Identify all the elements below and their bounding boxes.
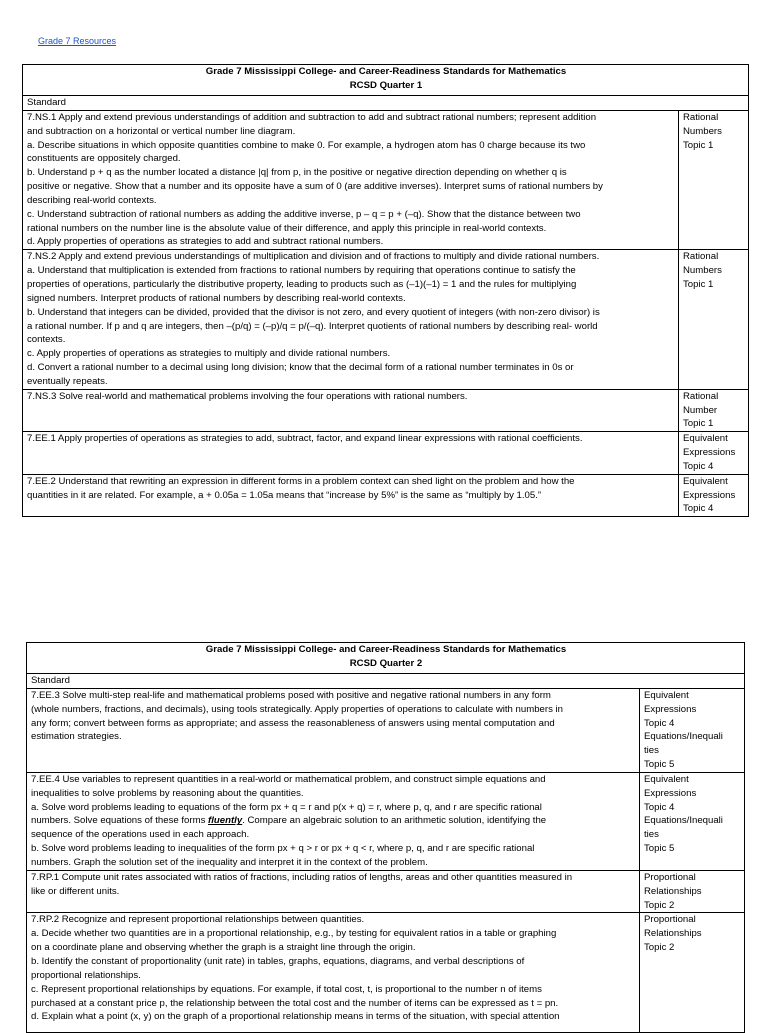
standard-cell bbox=[27, 913, 640, 1033]
topic-line: Topic 2 bbox=[644, 899, 675, 911]
standard-line: signed numbers. Interpret products of rational numbers by describing real-world contexts. bbox=[27, 292, 406, 304]
topic-line: Topic 1 bbox=[683, 139, 714, 151]
table-header-row bbox=[23, 96, 749, 111]
quarter-2-standards-table bbox=[26, 642, 745, 1033]
topic-line: Topic 1 bbox=[683, 278, 714, 290]
standard-line: a. Solve word problems leading to equations of the form px + q = r and p(x + q) = r, where p, q, and r are specific rational bbox=[31, 801, 542, 813]
standard-line: b. Identify the constant of proportionality (unit rate) in tables, graphs, equations, diagrams, and verbal descriptions of bbox=[31, 955, 525, 967]
standard-line: quantities in it are related. For example, a + 0.05a = 1.05a means that “increase by 5%” is the same as “multiply by 1.05.” bbox=[27, 489, 542, 501]
standard-line-start: numbers. Solve equations of these forms bbox=[31, 815, 209, 827]
standard-line: d. Apply properties of operations as strategies to add and subtract rational numbers. bbox=[27, 236, 384, 248]
standard-line: 7.EE.1 Apply properties of operations as strategies to add, subtract, factor, and expand linear expressions with rational coefficients. bbox=[27, 433, 583, 445]
topic-line: Expressions bbox=[644, 787, 697, 799]
table-title-row bbox=[27, 643, 745, 674]
emphasis-fluently: fluently bbox=[208, 815, 243, 827]
topic-cell bbox=[679, 474, 749, 517]
standard-line: a. Understand that multiplication is extended from fractions to rational numbers by requiring that operations continue to satisfy the bbox=[27, 265, 576, 277]
topic-line: Expressions bbox=[644, 703, 697, 715]
standard-cell bbox=[23, 432, 679, 475]
table-row bbox=[23, 389, 749, 432]
topic-cell bbox=[640, 870, 745, 913]
standard-line: 7.EE.4 Use variables to represent quantities in a real-world or mathematical problem, and construct simple equations and bbox=[31, 773, 546, 785]
standard-line: 7.RP.1 Compute unit rates associated with ratios of fractions, including ratios of lengths, areas and other quantities measured in bbox=[31, 871, 573, 883]
standard-line: inequalities to solve problems by reasoning about the quantities. bbox=[31, 787, 304, 799]
standard-line-end: . Compare an algebraic solution to an arithmetic solution, identifying the bbox=[242, 815, 547, 827]
standard-line: any form; convert between forms as appropriate; and assess the reasonableness of answers using mental computation and bbox=[31, 717, 555, 729]
table-title-cell bbox=[27, 643, 745, 674]
topic-line: Equivalent bbox=[683, 433, 728, 445]
standard-cell bbox=[23, 250, 679, 389]
standard-line: rational numbers on the number line is the absolute value of their difference, and apply this principle in real-world contexts. bbox=[27, 222, 547, 234]
standard-line: proportional relationships. bbox=[31, 969, 141, 981]
standard-line: describing real-world contexts. bbox=[27, 194, 157, 206]
topic-cell bbox=[679, 389, 749, 432]
topic-line: Proportional bbox=[644, 871, 696, 883]
table-row bbox=[23, 110, 749, 249]
standard-line: contexts. bbox=[27, 334, 66, 346]
table-row bbox=[27, 913, 745, 1033]
standard-line: b. Understand p + q as the number located a distance |q| from p, in the positive or negative direction depending on whether q is bbox=[27, 167, 567, 179]
standard-line: positive or negative. Show that a number and its opposite have a sum of 0 (are additive inverses). Interpret sums of rational numbers by bbox=[27, 181, 603, 193]
table-row bbox=[23, 474, 749, 517]
standard-line: on a coordinate plane and observing whether the graph is a straight line through the origin. bbox=[31, 942, 416, 954]
topic-cell bbox=[679, 110, 749, 249]
topic-line: Topic 4 bbox=[644, 717, 675, 729]
standard-header: Standard bbox=[23, 96, 749, 111]
topic-line: Topic 2 bbox=[644, 942, 675, 954]
topic-line: Equivalent bbox=[683, 475, 728, 487]
topic-line: Topic 1 bbox=[683, 418, 714, 430]
standard-line: a. Decide whether two quantities are in a proportional relationship, e.g., by testing for equivalent ratios in a table or graphing bbox=[31, 928, 557, 940]
standard-line: 7.EE.3 Solve multi-step real-life and mathematical problems posed with positive and negative rational numbers in any form bbox=[31, 689, 551, 701]
quarter-1-standards-table bbox=[22, 64, 749, 517]
standard-cell bbox=[27, 772, 640, 870]
standard-line bbox=[31, 814, 636, 828]
standard-line: b. Understand that integers can be divided, provided that the divisor is not zero, and every quotient of integers (with non-zero divisor) is bbox=[27, 306, 600, 318]
standard-line: c. Understand subtraction of rational numbers as adding the additive inverse, p – q = p + (–q). Show that the distance between two bbox=[27, 208, 581, 220]
standard-cell bbox=[23, 389, 679, 432]
standard-line: 7.RP.2 Recognize and represent proportional relationships between quantities. bbox=[31, 914, 365, 926]
topic-line: Proportional bbox=[644, 914, 696, 926]
standard-cell bbox=[27, 870, 640, 913]
standard-line: c. Represent proportional relationships by equations. For example, if total cost, t, is proportional to the number n of items bbox=[31, 983, 542, 995]
table-subtitle: RCSD Quarter 2 bbox=[349, 657, 423, 669]
standard-line: 7.NS.3 Solve real-world and mathematical problems involving the four operations with rational numbers. bbox=[27, 390, 468, 402]
standard-line: eventually repeats. bbox=[27, 375, 108, 387]
topic-line: Topic 4 bbox=[683, 503, 714, 515]
topic-line: Number bbox=[683, 404, 718, 416]
grade-7-resources-link[interactable]: Grade 7 Resources bbox=[38, 36, 117, 46]
standard-line: c. Apply properties of operations as strategies to multiply and divide rational numbers. bbox=[27, 348, 391, 360]
standard-line: sequence of the operations used in each approach. bbox=[31, 829, 250, 841]
standard-line: estimation strategies. bbox=[31, 731, 122, 743]
topic-line: Equivalent bbox=[644, 773, 689, 785]
standard-line: numbers. Graph the solution set of the inequality and interpret it in the context of the problem. bbox=[31, 856, 428, 868]
topic-line: Rational bbox=[683, 111, 719, 123]
topic-line: Equivalent bbox=[644, 689, 689, 701]
topic-line: Topic 5 bbox=[644, 843, 675, 855]
table-title-row bbox=[23, 65, 749, 96]
topic-line: ties bbox=[644, 745, 659, 757]
topic-line: Expressions bbox=[683, 489, 736, 501]
topic-cell bbox=[640, 688, 745, 772]
standard-line: constituents are oppositely charged. bbox=[27, 153, 181, 165]
table-row bbox=[27, 870, 745, 913]
topic-line: Equations/Inequali bbox=[644, 731, 723, 743]
topic-line: Topic 5 bbox=[644, 759, 675, 771]
standard-line: 7.NS.2 Apply and extend previous understandings of multiplication and division and of fractions to multiply and divide rational numbers. bbox=[27, 251, 600, 263]
standard-line: purchased at a constant price p, the relationship between the total cost and the number of items can be expressed as t = pn. bbox=[31, 997, 559, 1009]
topic-line: Rational bbox=[683, 390, 719, 402]
standard-line: and subtraction on a horizontal or vertical number line diagram. bbox=[27, 125, 296, 137]
table-title: Grade 7 Mississippi College- and Career-Readiness Standards for Mathematics bbox=[205, 66, 567, 77]
topic-line: Equations/Inequali bbox=[644, 815, 723, 827]
standard-cell bbox=[23, 474, 679, 517]
table-header-row bbox=[27, 674, 745, 689]
standard-line: a. Describe situations in which opposite quantities combine to make 0. For example, a hydrogen atom has 0 charge because its two bbox=[27, 139, 586, 151]
table-subtitle: RCSD Quarter 1 bbox=[349, 79, 423, 91]
topic-line: ties bbox=[644, 829, 659, 841]
standard-cell bbox=[23, 110, 679, 249]
table-row bbox=[27, 772, 745, 870]
standard-line: d. Convert a rational number to a decimal using long division; know that the decimal form of a rational number terminates in 0s or bbox=[27, 362, 574, 374]
standard-cell bbox=[27, 688, 640, 772]
topic-cell bbox=[679, 250, 749, 389]
standard-line: 7.EE.2 Understand that rewriting an expression in different forms in a problem context can shed light on the problem and how the bbox=[27, 475, 575, 487]
standard-line: (whole numbers, fractions, and decimals), using tools strategically. Apply properties of operations to calculate with numbers in bbox=[31, 703, 564, 715]
standard-header: Standard bbox=[27, 674, 745, 689]
table-row bbox=[23, 250, 749, 389]
topic-line: Relationships bbox=[644, 928, 702, 940]
standard-line: b. Solve word problems leading to inequalities of the form px + q > r or px + q < r, where p, q, and r are specific rational bbox=[31, 843, 535, 855]
table-row bbox=[27, 688, 745, 772]
topic-cell bbox=[640, 913, 745, 1033]
topic-line: Rational bbox=[683, 251, 719, 263]
topic-line: Numbers bbox=[683, 125, 722, 137]
standard-line: a rational number. If p and q are integers, then –(p/q) = (–p)/q = p/(–q). Interpret quotients of rational numbers by describing real- world bbox=[27, 320, 598, 332]
standard-line: like or different units. bbox=[31, 885, 120, 897]
standard-line: 7.NS.1 Apply and extend previous understandings of addition and subtraction to add and subtract rational numbers; represent addition bbox=[27, 111, 597, 123]
topic-line: Topic 4 bbox=[683, 460, 714, 472]
topic-line: Topic 4 bbox=[644, 801, 675, 813]
topic-line: Relationships bbox=[644, 885, 702, 897]
table-row bbox=[23, 432, 749, 475]
standard-line: properties of operations, particularly the distributive property, leading to products such as (–1)(–1) = 1 and the rules for multiplying bbox=[27, 278, 577, 290]
table-title: Grade 7 Mississippi College- and Career-Readiness Standards for Mathematics bbox=[205, 644, 567, 655]
standard-line: d. Explain what a point (x, y) on the graph of a proportional relationship means in terms of the situation, with special attention bbox=[31, 1011, 560, 1023]
topic-line: Numbers bbox=[683, 265, 722, 277]
topic-cell bbox=[640, 772, 745, 870]
table-title-cell bbox=[23, 65, 749, 96]
topic-cell bbox=[679, 432, 749, 475]
topic-line: Expressions bbox=[683, 447, 736, 459]
